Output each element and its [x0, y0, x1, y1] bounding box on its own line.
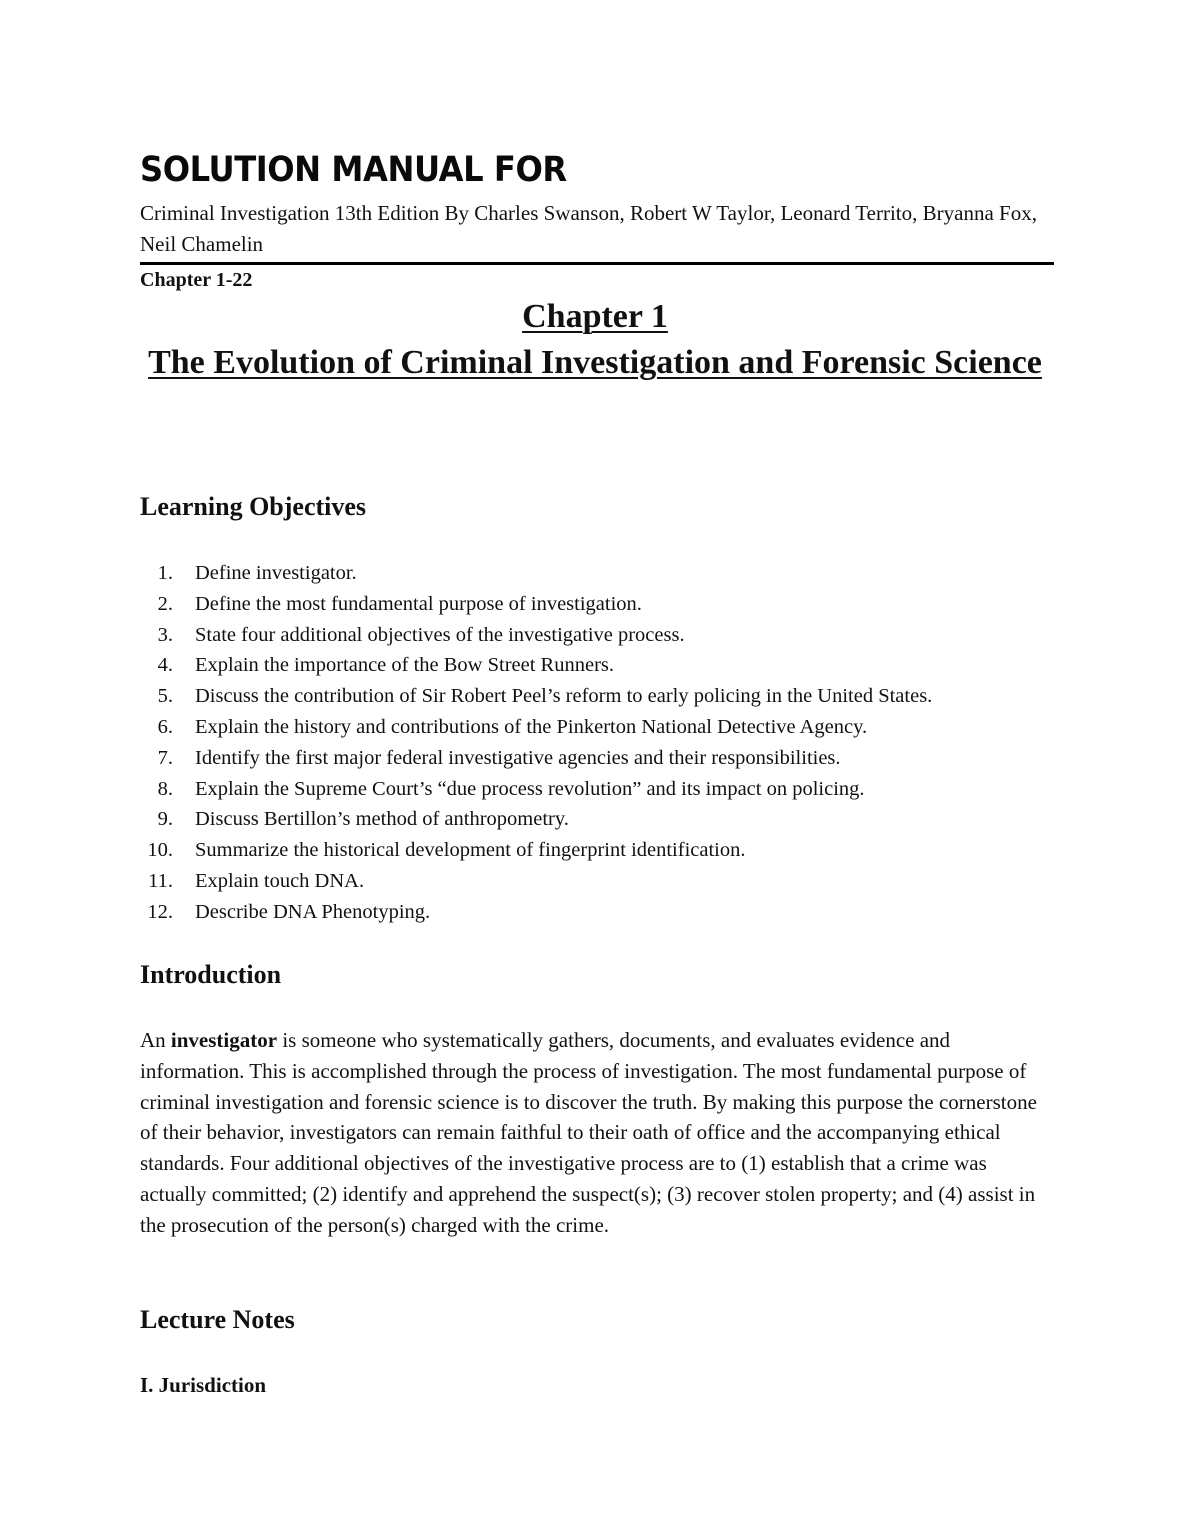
list-item-text: Explain the importance of the Bow Street Runners.	[195, 654, 615, 677]
list-item-number: 11.	[148, 869, 173, 892]
list-item	[140, 897, 932, 928]
book-info: Criminal Investigation 13th Edition By Charles Swanson, Robert W Taylor, Leonard Territo, Bryanna Fox, Neil Chamelin	[140, 201, 1037, 256]
list-item-number: 9.	[157, 808, 173, 831]
list-item	[140, 650, 932, 681]
manual-title: SOLUTION MANUAL FOR	[140, 150, 567, 190]
list-item	[140, 681, 932, 712]
list-item-text: Discuss the contribution of Sir Robert Peel’s reform to early policing in the United States.	[195, 685, 933, 708]
chapter-heading	[140, 294, 1050, 386]
list-item-text: Explain the history and contributions of the Pinkerton National Detective Agency.	[195, 715, 868, 738]
introduction-heading: Introduction	[140, 960, 282, 989]
list-item-text: State four additional objectives of the investigative process.	[195, 623, 685, 646]
list-item-number: 4.	[157, 654, 173, 677]
header-divider	[140, 262, 1054, 265]
list-item-text: Explain the Supreme Court’s “due process revolution” and its impact on policing.	[195, 777, 865, 800]
intro-term: investigator	[170, 1028, 278, 1052]
list-item-text: Explain touch DNA.	[195, 869, 365, 892]
chapter-title: The Evolution of Criminal Investigation and Forensic Science	[148, 344, 1042, 381]
list-item	[140, 804, 932, 835]
list-item-text: Describe DNA Phenotyping.	[195, 900, 431, 923]
list-item-number: 8.	[157, 777, 173, 800]
list-item-number: 5.	[157, 685, 173, 708]
chapter-number: Chapter 1	[522, 298, 668, 335]
list-item-number: 3.	[157, 623, 173, 646]
lecture-notes-heading: Lecture Notes	[140, 1305, 295, 1334]
list-item	[140, 774, 932, 805]
chapter-range: Chapter 1-22	[140, 269, 253, 291]
list-item-number: 2.	[157, 592, 173, 615]
list-item-text: Identify the first major federal investigative agencies and their responsibilities.	[195, 746, 841, 769]
list-item-text: Discuss Bertillon’s method of anthropometry.	[195, 808, 569, 831]
list-item-number: 1.	[157, 562, 173, 584]
list-item	[140, 835, 932, 866]
list-item-text: Summarize the historical development of fingerprint identification.	[195, 839, 746, 862]
list-item	[140, 558, 932, 589]
intro-body: is someone who systematically gathers, documents, and evaluates evidence and information. This is accomplished through the process of investigation. The most fundamental purpose of criminal investigation and forensic science is to discover the truth. By making this purpose the cornerstone of their behavior, investigators can remain faithful to their oath of office and the accompanying ethical standards. Four additional objectives of the investigative process are to (1) establish that a crime was actually committed; (2) identify and apprehend the suspect(s); (3) recover stolen property; and (4) assist in the prosecution of the person(s) charged with the crime.	[140, 1028, 1037, 1237]
list-item-number: 12.	[147, 900, 173, 923]
list-item-text: Define investigator.	[195, 562, 357, 584]
list-item	[140, 743, 932, 774]
intro-lead: An	[140, 1028, 171, 1052]
list-item-text: Define the most fundamental purpose of investigation.	[195, 592, 642, 615]
learning-objectives-list	[140, 558, 932, 928]
list-item-number: 10.	[147, 839, 173, 862]
list-item	[140, 866, 932, 897]
list-item	[140, 620, 932, 651]
list-item-number: 7.	[157, 746, 173, 769]
list-item-number: 6.	[157, 715, 173, 738]
list-item	[140, 712, 932, 743]
introduction-paragraph	[140, 1025, 1054, 1241]
learning-objectives-heading: Learning Objectives	[140, 492, 367, 521]
list-item	[140, 589, 932, 620]
jurisdiction-heading: I. Jurisdiction	[140, 1373, 267, 1397]
